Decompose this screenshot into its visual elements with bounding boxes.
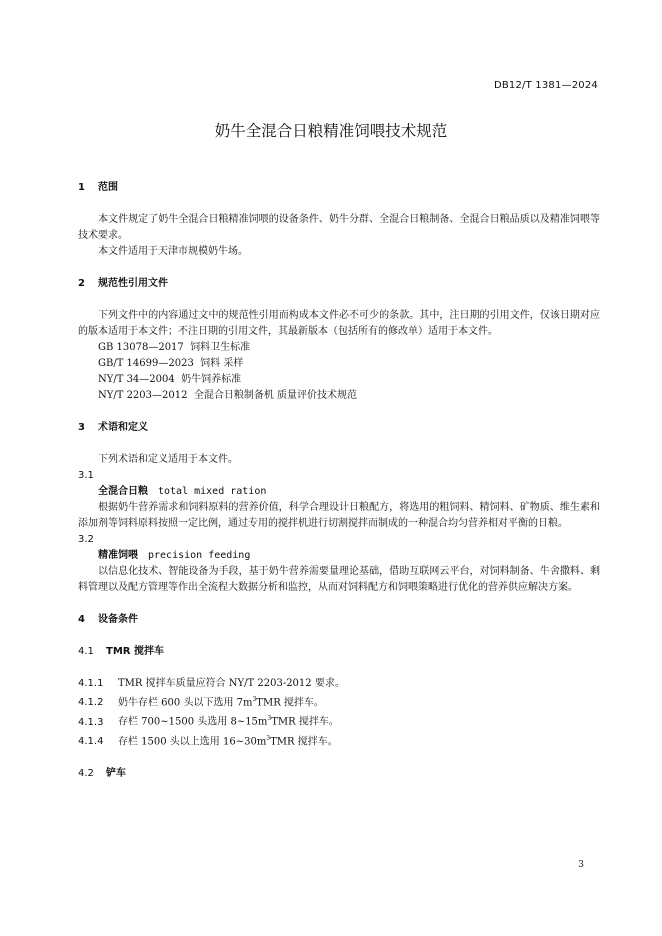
clause-text-pre: 存栏 1500 头以上选用 16~30m — [118, 735, 267, 747]
clause-number: 4.1.4 — [78, 735, 104, 747]
section-title: 范围 — [98, 182, 118, 193]
clause-text-post: TMR 搅拌车。 — [270, 735, 338, 747]
section-heading-scope — [78, 180, 600, 196]
clause — [78, 676, 600, 692]
section-title: 术语和定义 — [98, 422, 148, 433]
clause-text-pre: 存栏 700~1500 头选用 8~15m — [118, 716, 268, 728]
subsection-number: 4.1 — [78, 646, 94, 657]
clause-text-post: TMR 搅拌车。 — [256, 697, 324, 709]
section-heading-normative-references — [78, 276, 600, 292]
subsection-heading-loader — [78, 766, 600, 782]
clause-number: 4.1.3 — [78, 716, 104, 728]
clause — [78, 731, 600, 750]
term-chinese: 精准饲喂 — [98, 550, 138, 561]
clause-text: TMR 搅拌车质量应符合 NY/T 2203-2012 要求。 — [118, 678, 345, 689]
document-body — [78, 180, 600, 782]
clause-text-pre: 奶牛存栏 600 头以下选用 7m — [118, 697, 253, 709]
term-entry — [78, 484, 600, 500]
term-definition: 以信息化技术、智能设备为手段，基于奶牛营养需要量理论基础，借助互联网云平台，对饲料制备、牛舍撒料、剩料管理以及配方管理等作出全流程大数据分析和监控，从而对饲料配方和饲喂策略进行优化的营养供应解决方案。 — [78, 566, 600, 593]
section-heading-terms — [78, 420, 600, 436]
clause-text-post: TMR 搅拌车。 — [271, 716, 339, 728]
subsection-title: 铲车 — [106, 767, 126, 779]
section-title: 设备条件 — [98, 614, 138, 625]
term-english: total mixed ration — [158, 486, 267, 497]
term-english: precision feeding — [148, 550, 251, 561]
clause — [78, 711, 600, 730]
paragraph: 下列术语和定义适用于本文件。 — [98, 454, 238, 465]
section-heading-equipment — [78, 612, 600, 628]
term-chinese: 全混合日粮 — [98, 486, 148, 497]
section-number: 1 — [78, 182, 85, 193]
clause — [78, 692, 600, 711]
reference-item: GB/T 14699—2023 饲料 采样 — [98, 358, 244, 369]
reference-item: NY/T 2203—2012 全混合日粮制备机 质量评价技术规范 — [98, 390, 358, 401]
section-number: 3 — [78, 422, 85, 433]
paragraph: 本文件规定了奶牛全混合日粮精准饲喂的设备条件、奶牛分群、全混合日粮制备、全混合日粮品质以及精准饲喂等技术要求。 — [78, 214, 600, 241]
reference-item: GB 13078—2017 饲料卫生标准 — [98, 342, 251, 353]
paragraph: 下列文件中的内容通过文中的规范性引用而构成本文件必不可少的条款。其中，注日期的引用文件，仅该日期对应的版本适用于本文件；不注日期的引用文件，其最新版本（包括所有的修改单）适用于本文件。 — [78, 310, 600, 337]
section-number: 4 — [78, 614, 85, 625]
paragraph: 本文件适用于天津市规模奶牛场。 — [98, 246, 248, 257]
superscript: 3 — [267, 715, 272, 723]
superscript: 3 — [252, 696, 257, 703]
subsection-number: 4.2 — [78, 767, 94, 779]
reference-item: NY/T 34—2004 奶牛饲养标准 — [98, 374, 242, 385]
page-number: 3 — [578, 860, 584, 870]
term-definition: 根据奶牛营养需求和饲料原料的营养价值，科学合理设计日粮配方，将选用的粗饲料、精饲料、矿物质、维生素和添加剂等饲料原料按照一定比例，通过专用的搅拌机进行切割搅拌而制成的一种混合均匀营养相对平衡的日粮。 — [78, 502, 600, 529]
section-number: 2 — [78, 278, 85, 289]
standard-number: DB12/T 1381—2024 — [493, 80, 598, 91]
subsection-title: TMR 搅拌车 — [106, 646, 164, 657]
subsection-heading-tmr-mixer — [78, 644, 600, 660]
term-number: 3.2 — [78, 534, 94, 545]
clause-number: 4.1.2 — [78, 697, 104, 709]
term-number: 3.1 — [78, 470, 94, 481]
document-title: 奶牛全混合日粮精准饲喂技术规范 — [214, 122, 448, 140]
superscript: 3 — [266, 734, 271, 742]
term-entry — [78, 548, 600, 564]
clause-number: 4.1.1 — [78, 678, 104, 689]
section-title: 规范性引用文件 — [98, 278, 168, 289]
